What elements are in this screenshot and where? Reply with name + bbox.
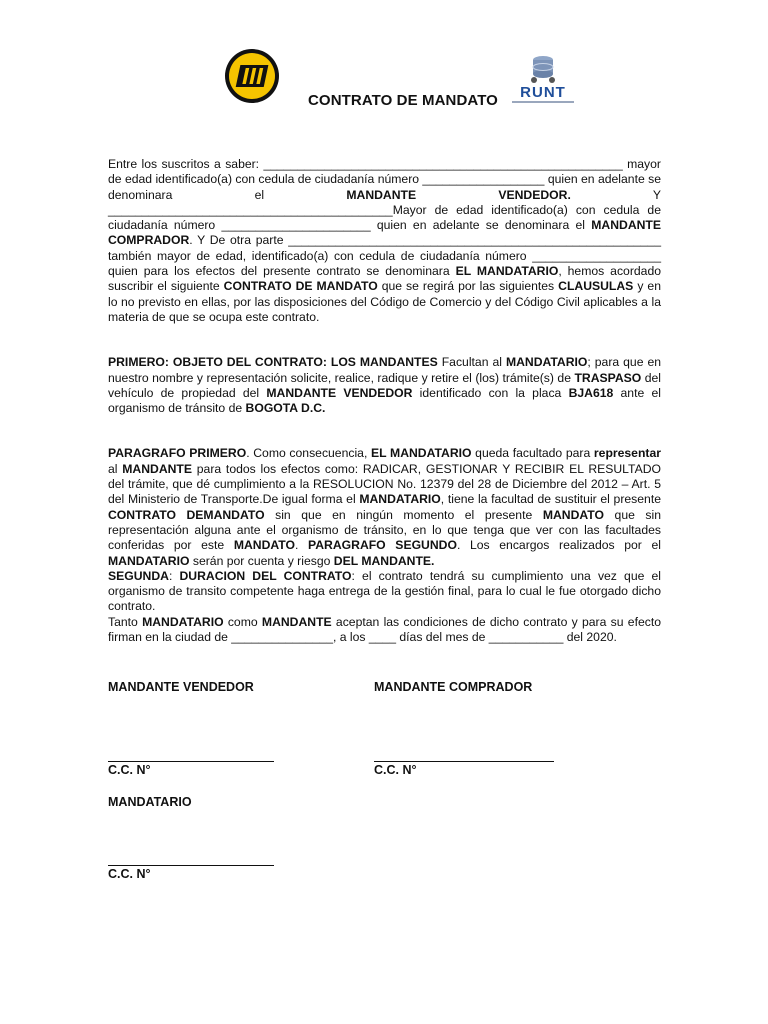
runt-wordmark: RUNT	[520, 84, 566, 101]
p1-run: Mayor de edad identificado(a) con cedula de ciudadanía número ______________________ quien en adelante se denominara el	[108, 202, 661, 233]
signature-label-vendedor: MANDANTE VENDEDOR	[108, 680, 254, 694]
p1-run: Y _____________________________	[108, 187, 661, 217]
p1-run: _____________	[304, 202, 393, 217]
p4-run: : el contrato tendrá su cumplimiento una vez que el organismo de transito competente haga entrega de la gestión final, para lo cual le fue otorgado dicho contrato.	[108, 568, 661, 614]
clause-primero	[108, 355, 661, 416]
p2-run: del vehículo de propiedad del	[108, 370, 661, 400]
p2-run: ; para que en nuestro nombre y representación solicite, realice, radique y retire el (los) trámite(s) de	[108, 355, 662, 385]
p3-run: CONTRATO DEMANDATO	[108, 507, 265, 522]
p1-run: que se regirá por las siguientes	[377, 279, 559, 294]
p2-run: ante el organismo de tránsito de	[108, 385, 661, 416]
document-header	[0, 0, 768, 140]
p3-run: . Los encargos realizados por el	[456, 538, 661, 553]
p5-run: como	[223, 614, 262, 629]
p1-run: MANDANTE VENDEDOR.	[346, 187, 571, 202]
p3-run: MANDATARIO	[108, 553, 190, 568]
signature-line-comprador	[374, 761, 554, 762]
p1-run: CLAUSULAS	[558, 279, 634, 294]
clause-segunda	[108, 569, 661, 615]
p3-run: .	[295, 538, 309, 553]
p4-run: :	[168, 568, 180, 583]
p3-run: al	[108, 461, 123, 476]
p4-run: SEGUNDA	[108, 568, 169, 583]
p3-run: MANDATO	[233, 538, 295, 553]
p5-run: aceptan las condiciones de dicho contrato y para su efecto firman en la ciudad de _______________, a los ____ días del mes de ___________ del 2020.	[108, 614, 662, 645]
p3-run: PARAGRAFO PRIMERO	[108, 446, 247, 461]
p3-run: PARAGRAFO SEGUNDO	[308, 538, 457, 553]
p2-run: BOGOTA D.C.	[245, 401, 326, 416]
signature-label-mandatario: MANDATARIO	[108, 795, 192, 809]
p3-run: EL MANDATARIO	[371, 446, 472, 461]
signature-line-vendedor	[108, 761, 274, 762]
p3-run: para todos los efectos como: RADICAR, GESTIONAR Y RECIBIR EL RESULTADO del trámite, que dé cumplimiento a la RESOLUCION No. 12379 del 28 de Diciembre del 2012 – Art. 5 del Ministerio de Transporte.De igual forma el	[108, 461, 662, 507]
p2-run: PRIMERO: OBJETO DEL CONTRATO: LOS MANDANTES	[108, 355, 438, 370]
cc-label-mandatario: C.C. N°	[108, 867, 151, 881]
p2-run: MANDATARIO	[505, 355, 588, 370]
p3-run: MANDANTE	[122, 461, 192, 476]
closing-paragraph	[108, 615, 661, 646]
p2-run: BJA618	[568, 385, 614, 400]
p1-run: MANDANTE COMPRADOR	[108, 218, 661, 248]
p1-run: Entre los suscritos a saber: _____________________________________________________ mayor de edad identificado(a) con cedula de ciudadanía número __________________ quien en adelante se denominara el	[108, 157, 661, 202]
p3-run: MANDATO	[542, 507, 604, 522]
runt-logo	[510, 52, 576, 106]
p2-run: TRASPASO	[574, 370, 642, 385]
paragrafo-primero	[108, 446, 661, 568]
p1-run: , hemos acordado suscribir el siguiente	[108, 264, 662, 294]
p3-run: DEL MANDANTE.	[333, 553, 435, 568]
signature-line-mandatario	[108, 865, 274, 866]
p3-run: queda facultado para	[471, 446, 594, 461]
document-title: CONTRATO DE MANDATO	[308, 92, 498, 109]
p1-run: y en lo no previsto en ellas, por las disposiciones del Código de Comercio y del Código Civil aplicables a la materia de que se ocupa este contrato.	[108, 279, 661, 324]
p2-run: identificado con la placa	[412, 385, 569, 400]
p1-run: EL MANDATARIO	[455, 264, 559, 279]
p2-run: Facultan al	[437, 355, 506, 370]
p5-run: MANDANTE	[261, 614, 332, 629]
p4-run: DURACION DEL CONTRATO	[179, 568, 352, 583]
contract-body	[108, 157, 661, 645]
signature-label-comprador: MANDANTE COMPRADOR	[374, 680, 533, 694]
cc-label-comprador: C.C. N°	[374, 763, 417, 777]
cc-label-vendedor: C.C. N°	[108, 763, 151, 777]
p2-run: MANDANTE VENDEDOR	[266, 385, 413, 400]
runt-tagline-bar	[512, 101, 574, 103]
p5-run: MANDATARIO	[142, 614, 224, 629]
p5-run: Tanto	[108, 614, 143, 629]
intro-paragraph	[108, 157, 661, 325]
ministerio-logo	[224, 48, 280, 104]
runt-database-icon	[510, 52, 576, 86]
p1-run: . Y De otra parte _______________________________________________________ también mayor de edad, identificado(a) con cedula de ciudadanía número ___________________ quien para los efectos del presente contrato se denominara	[108, 233, 661, 279]
p3-run: serán por cuenta y riesgo	[189, 553, 334, 568]
p3-run: que sin representación alguna ante el organismo de tránsito, en lo que tenga que ver con las facultades conferidas por este	[108, 507, 662, 553]
p3-run: representar	[593, 446, 661, 461]
p3-run: MANDATARIO	[359, 492, 441, 507]
p3-run: , tiene la facultad de sustituir el presente	[440, 492, 661, 507]
p3-run: sin que en ningún momento el presente	[264, 507, 543, 522]
p3-run: . Como consecuencia,	[246, 446, 372, 461]
p1-run: CONTRATO DE MANDATO	[223, 279, 378, 294]
